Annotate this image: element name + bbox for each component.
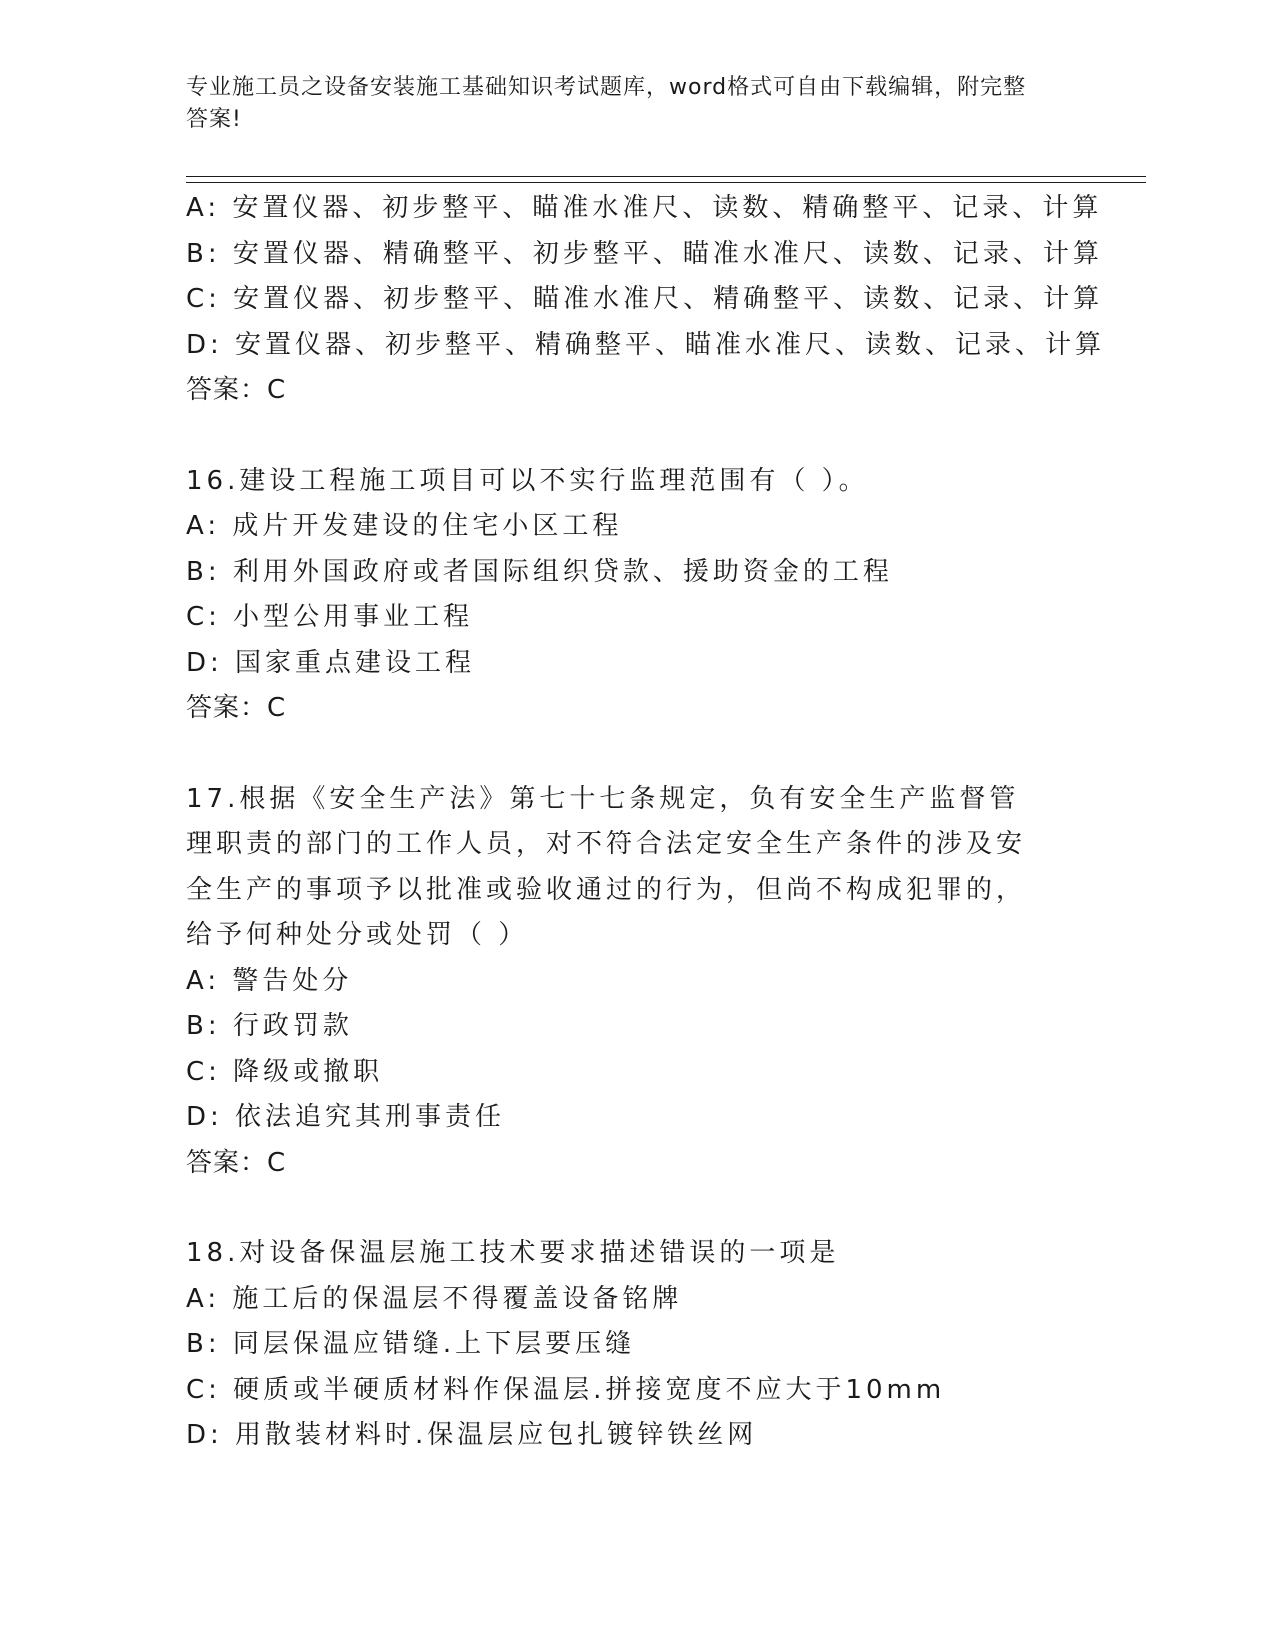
option-d: D: 依法追究其刑事责任 <box>186 1102 506 1132</box>
option-b: B: 安置仪器、精确整平、初步整平、瞄准水准尺、读数、记录、计算 <box>186 238 1103 269</box>
question-16 <box>186 459 1086 732</box>
question-18 <box>186 1231 1086 1459</box>
question-stem: 18.对设备保温层施工技术要求描述错误的一项是 <box>186 1238 840 1268</box>
header-rule-bottom <box>186 182 1146 183</box>
question-list <box>186 186 1106 1459</box>
option-a: A: 施工后的保温层不得覆盖设备铭牌 <box>186 1283 683 1314</box>
option-a: A: 成片开发建设的住宅小区工程 <box>186 511 623 541</box>
option-b: B: 同层保温应错缝.上下层要压缝 <box>186 1329 636 1359</box>
document-header: 专业施工员之设备安装施工基础知识考试题库，word格式可自由下载编辑，附完整答案! <box>186 75 1027 132</box>
option-d: D: 用散装材料时.保温层应包扎镀锌铁丝网 <box>186 1420 758 1450</box>
option-a: A: 安置仪器、初步整平、瞄准水准尺、读数、精确整平、记录、计算 <box>186 193 1103 223</box>
option-d: D: 安置仪器、初步整平、精确整平、瞄准水准尺、读数、记录、计算 <box>186 329 1106 360</box>
option-c: C: 小型公用事业工程 <box>186 602 474 632</box>
answer: 答案：C <box>186 375 287 405</box>
option-b: B: 利用外国政府或者国际组织贷款、援助资金的工程 <box>186 556 893 587</box>
question-17 <box>186 777 1086 1187</box>
question-stem: 16.建设工程施工项目可以不实行监理范围有（ ）。 <box>186 465 869 496</box>
option-a: A: 警告处分 <box>186 965 353 996</box>
answer: 答案：C <box>186 693 287 723</box>
question-stem: 17.根据《安全生产法》第七十七条规定，负有安全生产监督管理职责的部门的工作人员，对不符合法定安全生产条件的涉及安全生产的事项予以批准或验收通过的行为，但尚不构成犯罪的，给予何种处分或处罚（ ） <box>186 783 1027 950</box>
option-b: B: 行政罚款 <box>186 1011 353 1041</box>
option-d: D: 国家重点建设工程 <box>186 647 476 678</box>
answer: 答案：C <box>186 1147 287 1178</box>
question-15 <box>186 186 1106 414</box>
option-c: C: 安置仪器、初步整平、瞄准水准尺、精确整平、读数、记录、计算 <box>186 284 1104 314</box>
option-c: C: 降级或撤职 <box>186 1056 384 1087</box>
option-c: C: 硬质或半硬质材料作保温层.拼接宽度不应大于10mm <box>186 1374 946 1405</box>
header-rule-top <box>186 176 1146 177</box>
